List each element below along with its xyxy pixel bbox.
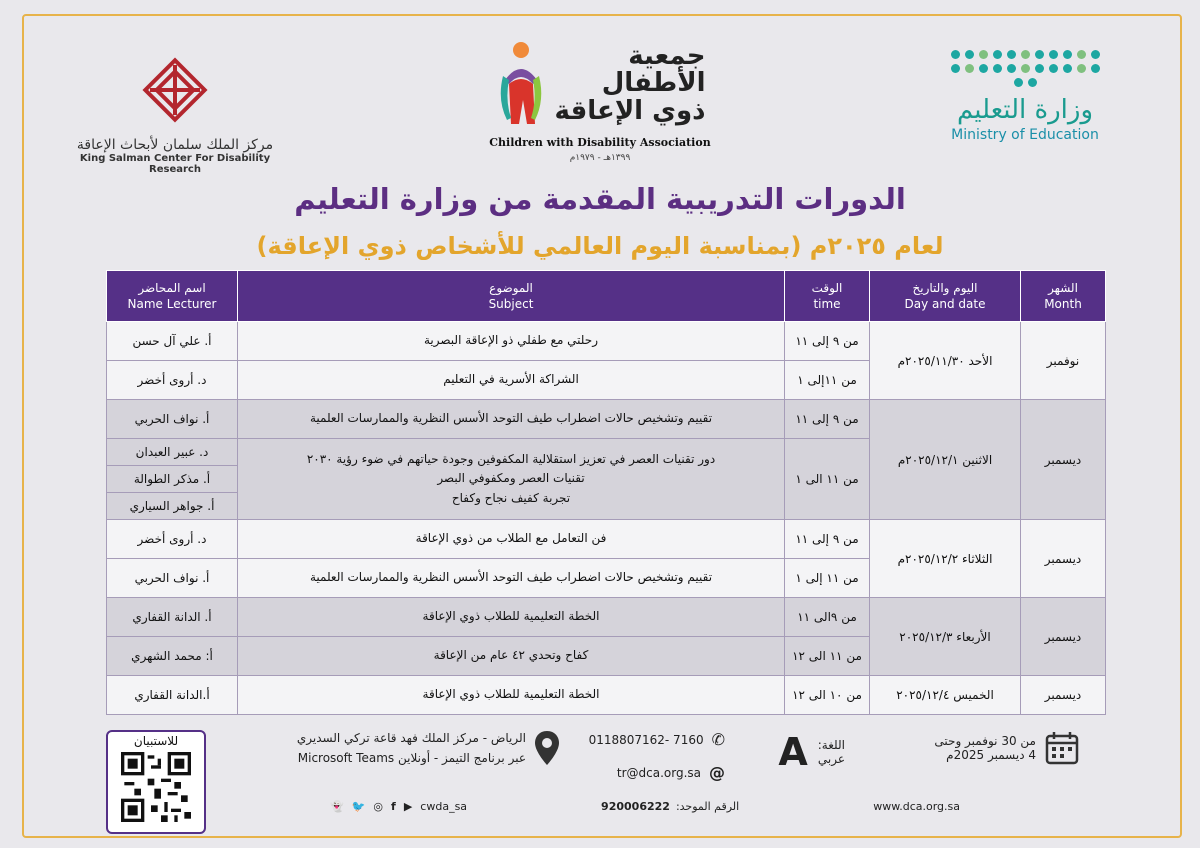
location-pin-icon xyxy=(534,730,560,766)
bottom-bar xyxy=(330,800,960,813)
lecturer-cell: أ. علي آل حسن xyxy=(107,322,238,361)
lecturer-cell: أ. مذكر الطوالة xyxy=(107,466,238,493)
table-row xyxy=(107,520,1106,559)
lecturer-cell: أ. نواف الحربي xyxy=(107,559,238,598)
language-letter-icon: A xyxy=(778,730,808,774)
time-cell: من ١١ الى ١ xyxy=(785,439,870,520)
location-line1: الرياض - مركز الملك فهد قاعة تركي السديري xyxy=(296,731,526,745)
qr-code-icon[interactable] xyxy=(121,752,191,822)
month-cell: ديسمبر xyxy=(1021,400,1106,520)
dates-info xyxy=(860,730,1080,766)
cwda-name-en: Children with Disability Association xyxy=(489,136,711,149)
unified-number xyxy=(601,800,739,813)
time-cell: من ١١ إلى ١ xyxy=(785,559,870,598)
subject-cell: تقييم وتشخيص حالات اضطراب طيف التوحد الأسس النظرية والممارسات العلمية xyxy=(238,400,785,439)
moe-dots-icon xyxy=(950,50,1100,87)
unified-number-value: 920006222 xyxy=(601,800,670,813)
header-subject: الموضوع Subject xyxy=(238,271,785,322)
ksc-emblem-icon xyxy=(140,55,210,125)
day-cell: الاثنين ٢٠٢٥/١٢/١م xyxy=(870,400,1021,520)
page-title: الدورات التدريبية المقدمة من وزارة التعليم xyxy=(294,182,906,216)
lecturer-cell: د. أروى أخضر xyxy=(107,361,238,400)
calendar-icon xyxy=(1044,730,1080,766)
day-cell: الخميس ٢٠٢٥/١٢/٤ xyxy=(870,676,1021,715)
lecturer-cell: أ: محمد الشهري xyxy=(107,637,238,676)
page-subtitle: (بمناسبة اليوم العالمي للأشخاص ذوي الإعاقة) لعام ٢٠٢٥م xyxy=(256,232,944,260)
subject-line: دور تقنيات العصر في تعزيز استقلالية المكفوفين وجودة حياتهم في ضوء رؤية ٢٠٣٠ xyxy=(306,452,716,467)
language-info xyxy=(735,730,845,774)
phone-icon: ✆ xyxy=(711,730,725,749)
month-cell: ديسمبر xyxy=(1021,598,1106,676)
table-row xyxy=(107,322,1106,361)
snapchat-icon[interactable]: 👻 xyxy=(330,800,344,813)
table-row xyxy=(107,400,1106,439)
phone-number: 0118807162- 7160 xyxy=(588,732,704,747)
survey-label: للاستبيان xyxy=(133,734,179,748)
cwda-year: ١٣٩٩هـ - ١٩٧٩م xyxy=(569,153,631,163)
youtube-icon[interactable]: ▶ xyxy=(403,800,413,813)
time-cell: من ١١إلى ١ xyxy=(785,361,870,400)
cwda-name-ar-2: الأطفال xyxy=(601,68,706,99)
month-cell: نوفمبر xyxy=(1021,322,1106,400)
cwda-logo xyxy=(480,40,720,163)
email-address[interactable]: tr@dca.org.sa xyxy=(616,765,701,780)
ksc-name-en: King Salman Center For Disability Research xyxy=(79,153,271,175)
social-links xyxy=(330,800,467,813)
table-row xyxy=(107,676,1106,715)
moe-name-en: Ministry of Education xyxy=(951,127,1099,143)
day-cell: الأربعاء ٢٠٢٥/١٢/٣ xyxy=(870,598,1021,676)
month-cell: ديسمبر xyxy=(1021,676,1106,715)
website-link[interactable]: www.dca.org.sa xyxy=(873,800,960,813)
header-time: الوقت time xyxy=(785,271,870,322)
subject-cell: الشراكة الأسرية في التعليم xyxy=(238,361,785,400)
cwda-name-ar-1: جمعية xyxy=(628,41,706,72)
subject-cell: الخطة التعليمية للطلاب ذوي الإعاقة xyxy=(238,598,785,637)
location-info xyxy=(270,730,560,766)
header-month: الشهر Month xyxy=(1021,271,1106,322)
day-cell: الأحد ٢٠٢٥/١١/٣٠م xyxy=(870,322,1021,400)
lecturer-cell: أ. الدانة القفاري xyxy=(107,598,238,637)
moe-logo xyxy=(910,50,1140,143)
instagram-icon[interactable]: ◎ xyxy=(373,800,384,813)
subject-cell xyxy=(238,439,785,520)
time-cell: من ٩الى ١١ xyxy=(785,598,870,637)
schedule-table xyxy=(106,270,1106,715)
header-day: اليوم والتاريخ Day and date xyxy=(870,271,1021,322)
lecturer-cell: د. عبير العبدان xyxy=(107,439,238,466)
facebook-icon[interactable]: f xyxy=(391,800,396,813)
email-icon: @ xyxy=(709,763,725,782)
subject-cell: كفاح وتحدي ٤٢ عام من الإعاقة xyxy=(238,637,785,676)
time-cell: من ٩ إلى ١١ xyxy=(785,520,870,559)
social-handle[interactable]: cwda_sa xyxy=(420,800,468,813)
ksc-logo xyxy=(60,55,290,175)
month-cell: ديسمبر xyxy=(1021,520,1106,598)
table-row xyxy=(107,598,1106,637)
lecturer-cell: أ. جواهر السياري xyxy=(107,493,238,520)
lecturer-cell: د. أروى أخضر xyxy=(107,520,238,559)
subject-line: تجربة كفيف نجاح وكفاح xyxy=(451,490,571,505)
contact-info xyxy=(575,730,725,782)
location-line2: عبر برنامج التيمز - أونلاين Microsoft Teams xyxy=(297,751,526,765)
dates-line1: من 30 نوفمبر وحتى xyxy=(934,734,1036,748)
twitter-icon[interactable]: 🐦 xyxy=(351,800,366,813)
children-figure-icon xyxy=(495,40,547,128)
day-cell: الثلاثاء ٢٠٢٥/١٢/٢م xyxy=(870,520,1021,598)
language-label: اللغة: xyxy=(817,738,845,752)
lecturer-cell: أ.الدانة القفاري xyxy=(107,676,238,715)
dates-line2: 4 ديسمبر 2025م xyxy=(946,748,1036,762)
table-header-row xyxy=(107,271,1106,322)
lecturer-cell: أ. نواف الحربي xyxy=(107,400,238,439)
subject-cell: تقييم وتشخيص حالات اضطراب طيف التوحد الأسس النظرية والممارسات العلمية xyxy=(238,559,785,598)
subject-cell: رحلتي مع طفلي ذو الإعاقة البصرية xyxy=(238,322,785,361)
unified-label: الرقم الموحد: xyxy=(675,800,740,813)
moe-name-ar: وزارة التعليم xyxy=(956,95,1094,125)
time-cell: من ٩ إلى ١١ xyxy=(785,322,870,361)
qr-box[interactable] xyxy=(106,730,206,834)
subject-line: تقنيات العصر ومكفوفي البصر xyxy=(437,471,585,486)
header-lecturer: اسم المحاضر Name Lecturer xyxy=(107,271,238,322)
subject-cell: الخطة التعليمية للطلاب ذوي الإعاقة xyxy=(238,676,785,715)
cwda-name-ar-3: ذوي الإعاقة xyxy=(554,95,706,126)
language-value: عربي xyxy=(817,752,845,766)
time-cell: من ٩ إلى ١١ xyxy=(785,400,870,439)
ksc-name-ar: مركز الملك سلمان لأبحاث الإعاقة xyxy=(76,137,274,153)
time-cell: من ١١ الى ١٢ xyxy=(785,637,870,676)
time-cell: من ١٠ الى ١٢ xyxy=(785,676,870,715)
subject-cell: فن التعامل مع الطلاب من ذوي الإعاقة xyxy=(238,520,785,559)
